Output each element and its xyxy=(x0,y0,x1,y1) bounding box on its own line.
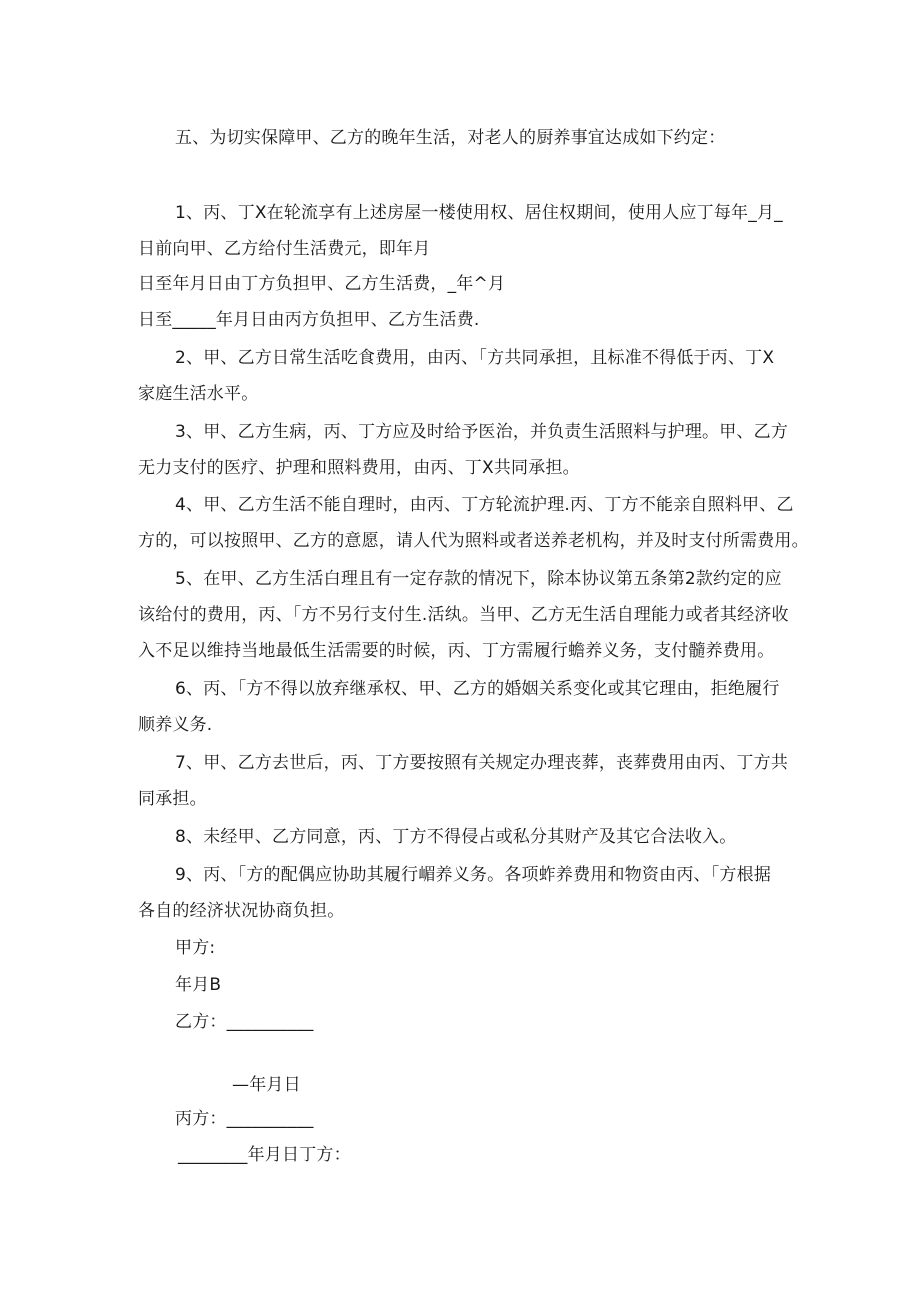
clause-9-line-1: 9、丙、「方的配偶应协助其履行嵋养义务。各项蚱养费用和物资由丙、「方根据 xyxy=(175,865,772,885)
clause-4-line-2: 方的，可以按照甲、乙方的意愿，请人代为照料或者送养老机构，并及时支付所需费用。 xyxy=(138,531,809,551)
clause-5-line-2: 该给付的费用，丙、「方不另行支付生.活纨。当甲、乙方无生活自理能力或者其经济收 xyxy=(138,605,789,625)
clause-4-line-1: 4、甲、乙方生活不能自理时，由丙、丁方轮流护理.丙、丁方不能亲自照料甲、乙 xyxy=(175,495,794,515)
clause-6-line-1: 6、丙、「方不得以放弃继承权、甲、乙方的婚姻关系变化或其它理由，拒绝履行 xyxy=(175,679,780,699)
clause-7-line-2: 同承担。 xyxy=(138,789,207,809)
clause-1-line-2: 日前向甲、乙方给付生活费元，即年月 xyxy=(138,239,431,259)
signature-date-b: —年月日 xyxy=(232,1075,301,1095)
clause-8-line-1: 8、未经甲、乙方同意，丙、丁方不得侵占或私分其财产及其它合法收入。 xyxy=(175,827,737,847)
clause-7-line-1: 7、甲、乙方去世后，丙、丁方要按照有关规定办理丧葬，丧葬费用由丙、丁方共 xyxy=(175,753,789,773)
clause-3-line-1: 3、甲、乙方生病，丙、丁方应及时给予医治，并负责生活照料与护理。甲、乙方 xyxy=(175,422,789,442)
clause-9-line-2: 各自的经济状况协商负担。 xyxy=(138,901,345,921)
signature-party-b: 乙方：__________ xyxy=(175,1012,314,1032)
clause-2-line-1: 2、甲、乙方日常生活吃食费用，由丙、「方共同承担，且标准不得低于丙、丁X xyxy=(175,348,775,368)
signature-party-a: 甲方: xyxy=(175,938,216,958)
signature-date-c-party-d: ________年月日丁方： xyxy=(178,1145,351,1165)
clause-1-line-1: 1、丙、丁X在轮流享有上述房屋一楼使用权、居住权期间，使用人应丁每年_月_ xyxy=(175,203,783,223)
section-heading: 五、为切实保障甲、乙方的晚年生活，对老人的厨养事宜达成如下约定： xyxy=(175,128,726,148)
clause-2-line-2: 家庭生活水平。 xyxy=(138,384,259,404)
clause-5-line-1: 5、在甲、乙方生活白理且有一定存款的情况下，除本协议第五条第2款约定的应 xyxy=(175,569,782,589)
clause-3-line-2: 无力支付的医疗、护理和照料费用，由丙、丁X共同承担。 xyxy=(138,458,580,478)
signature-date-a: 年月B xyxy=(175,975,222,995)
clause-1-line-3: 日至年月日由丁方负担甲、乙方生活费，_年^月 xyxy=(138,274,506,294)
clause-5-line-3: 入不足以维持当地最低生活需要的时候，丙、丁方需履行蟾养义务，支付髓养费用。 xyxy=(138,641,775,661)
clause-6-line-2: 顺养义务. xyxy=(138,715,213,735)
signature-party-c: 丙方：__________ xyxy=(175,1109,314,1129)
clause-1-line-4: 日至_____年月日由丙方负担甲、乙方生活费. xyxy=(138,310,480,330)
